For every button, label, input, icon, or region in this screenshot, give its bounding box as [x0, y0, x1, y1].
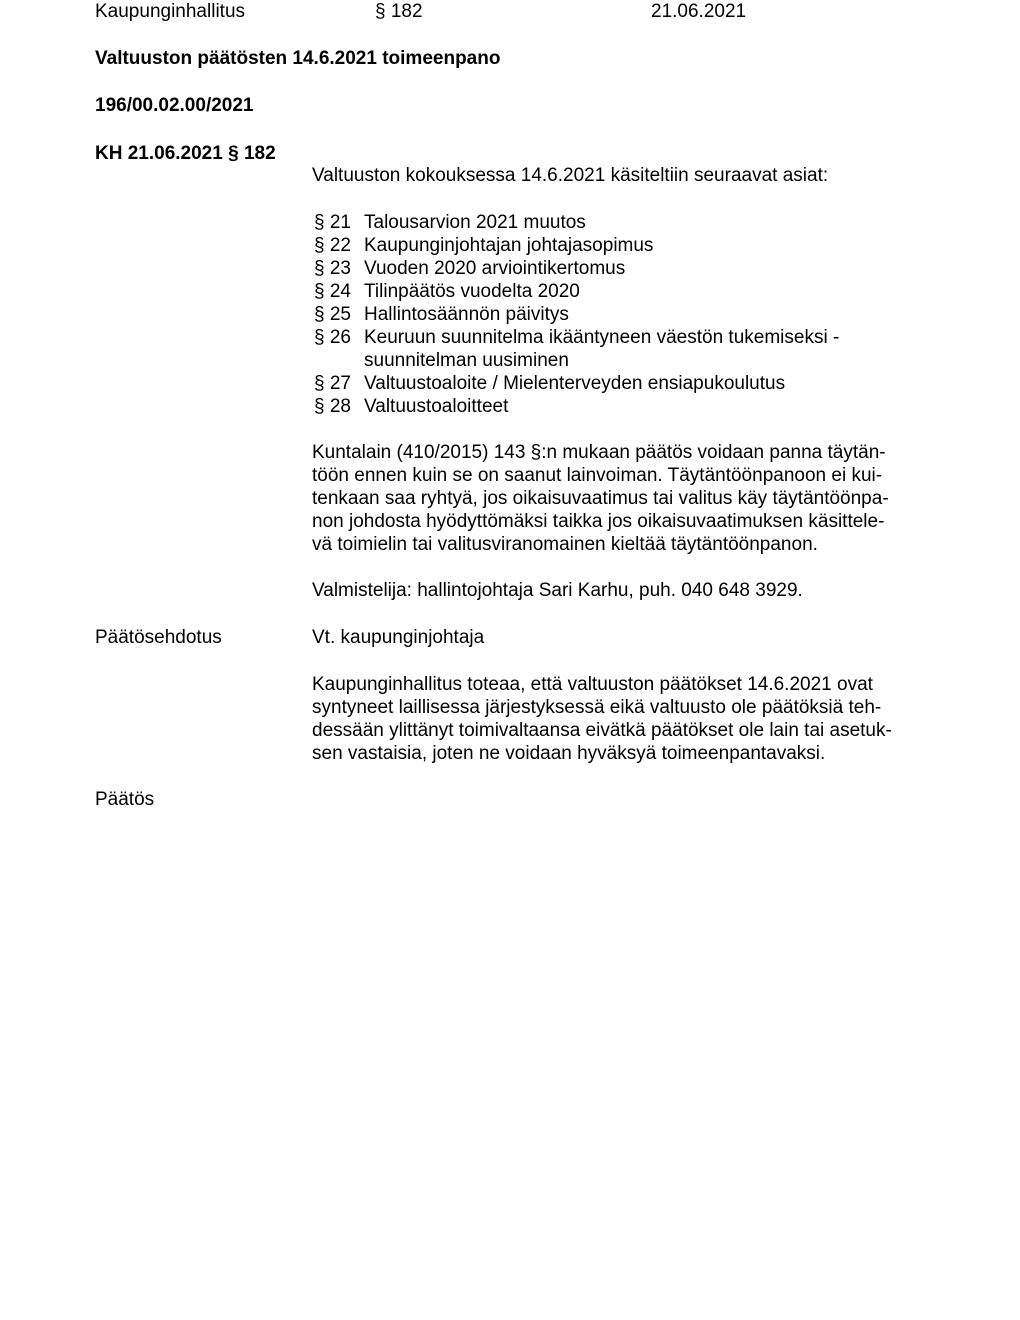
- intro-text: Valtuuston kokouksessa 14.6.2021 käsiteltiin seuraavat asiat:: [312, 165, 829, 186]
- agenda-item-title-line: Valtuustoaloite / Mielenterveyden ensiapukoulutus: [364, 373, 786, 394]
- agenda-item-number: § 24: [314, 281, 351, 302]
- agenda-item-number: § 21: [314, 212, 351, 233]
- agenda-item-title-line: Talousarvion 2021 muutos: [364, 212, 586, 233]
- document-title: Valtuuston päätösten 14.6.2021 toimeenpano: [95, 48, 501, 69]
- agenda-item: [314, 372, 934, 395]
- agenda-item: [314, 280, 934, 303]
- diary-number: 196/00.02.00/2021: [95, 95, 254, 116]
- agenda-item-title-line: Hallintosäännön päivitys: [364, 304, 569, 325]
- agenda-list: [314, 211, 934, 418]
- agenda-item: [314, 303, 934, 326]
- agenda-item-title-line: Tilinpäätös vuodelta 2020: [364, 281, 580, 302]
- agenda-item-title-line: Kaupunginjohtajan johtajasopimus: [364, 235, 654, 256]
- agenda-item-number: § 23: [314, 258, 351, 279]
- meeting-reference: KH 21.06.2021 § 182: [95, 143, 276, 164]
- law-paragraph-line: non johdosta hyödyttömäksi taikka jos oikaisuvaatimuksen käsittele-: [312, 511, 885, 532]
- agenda-item-title: [364, 257, 625, 280]
- agenda-item-number: § 22: [314, 235, 351, 256]
- proposer: Vt. kaupunginjohtaja: [312, 627, 485, 648]
- law-paragraph: [312, 441, 927, 556]
- proposal-text-line: dessään ylittänyt toimivaltaansa eivätkä päätökset ole lain tai asetuk-: [312, 720, 892, 741]
- agenda-item-number: § 26: [314, 327, 351, 348]
- preparer-line: Valmistelija: hallintojohtaja Sari Karhu, puh. 040 648 3929.: [312, 580, 803, 601]
- agenda-item-number: § 28: [314, 396, 351, 417]
- agenda-item-title: [364, 280, 580, 303]
- agenda-item-title: [364, 303, 569, 326]
- agenda-item-title: [364, 234, 653, 257]
- agenda-item: [314, 234, 934, 257]
- agenda-item-title-line: suunnitelman uusiminen: [364, 350, 569, 371]
- agenda-item: [314, 326, 934, 372]
- agenda-item-title-line: Valtuustoaloitteet: [364, 396, 509, 417]
- header-date: 21.06.2021: [651, 1, 747, 22]
- agenda-item-title-line: Keuruun suunnitelma ikääntyneen väestön tukemiseksi -: [364, 327, 840, 348]
- agenda-item: [314, 395, 934, 418]
- proposal-text: [312, 673, 927, 765]
- proposal-text-line: Kaupunginhallitus toteaa, että valtuuston päätökset 14.6.2021 ovat: [312, 674, 873, 695]
- header-organ: Kaupunginhallitus: [95, 1, 246, 22]
- agenda-item-number: § 25: [314, 304, 351, 325]
- agenda-item-title-line: Vuoden 2020 arviointikertomus: [364, 258, 626, 279]
- agenda-item-title: [364, 372, 785, 395]
- proposal-text-line: syntyneet laillisessa järjestyksessä eikä valtuusto ole päätöksiä teh-: [312, 697, 882, 718]
- agenda-item-title: [364, 326, 839, 372]
- agenda-item-title: [364, 395, 508, 418]
- proposal-label: Päätösehdotus: [95, 627, 222, 648]
- law-paragraph-line: tenkaan saa ryhtyä, jos oikaisuvaatimus tai valitus käy täytäntöönpa-: [312, 488, 889, 509]
- decision-label: Päätös: [95, 789, 155, 810]
- agenda-item: [314, 211, 934, 234]
- law-paragraph-line: töön ennen kuin se on saanut lainvoiman. Täytäntöönpanoon ei kui-: [312, 465, 883, 486]
- agenda-item-title: [364, 211, 586, 234]
- proposal-text-line: sen vastaisia, joten ne voidaan hyväksyä toimeenpantavaksi.: [312, 743, 826, 764]
- agenda-item-number: § 27: [314, 373, 351, 394]
- law-paragraph-line: vä toimielin tai valitusviranomainen kieltää täytäntöönpanon.: [312, 534, 818, 555]
- header-section: § 182: [375, 1, 423, 22]
- law-paragraph-line: Kuntalain (410/2015) 143 §:n mukaan päätös voidaan panna täytän-: [312, 442, 886, 463]
- agenda-item: [314, 257, 934, 280]
